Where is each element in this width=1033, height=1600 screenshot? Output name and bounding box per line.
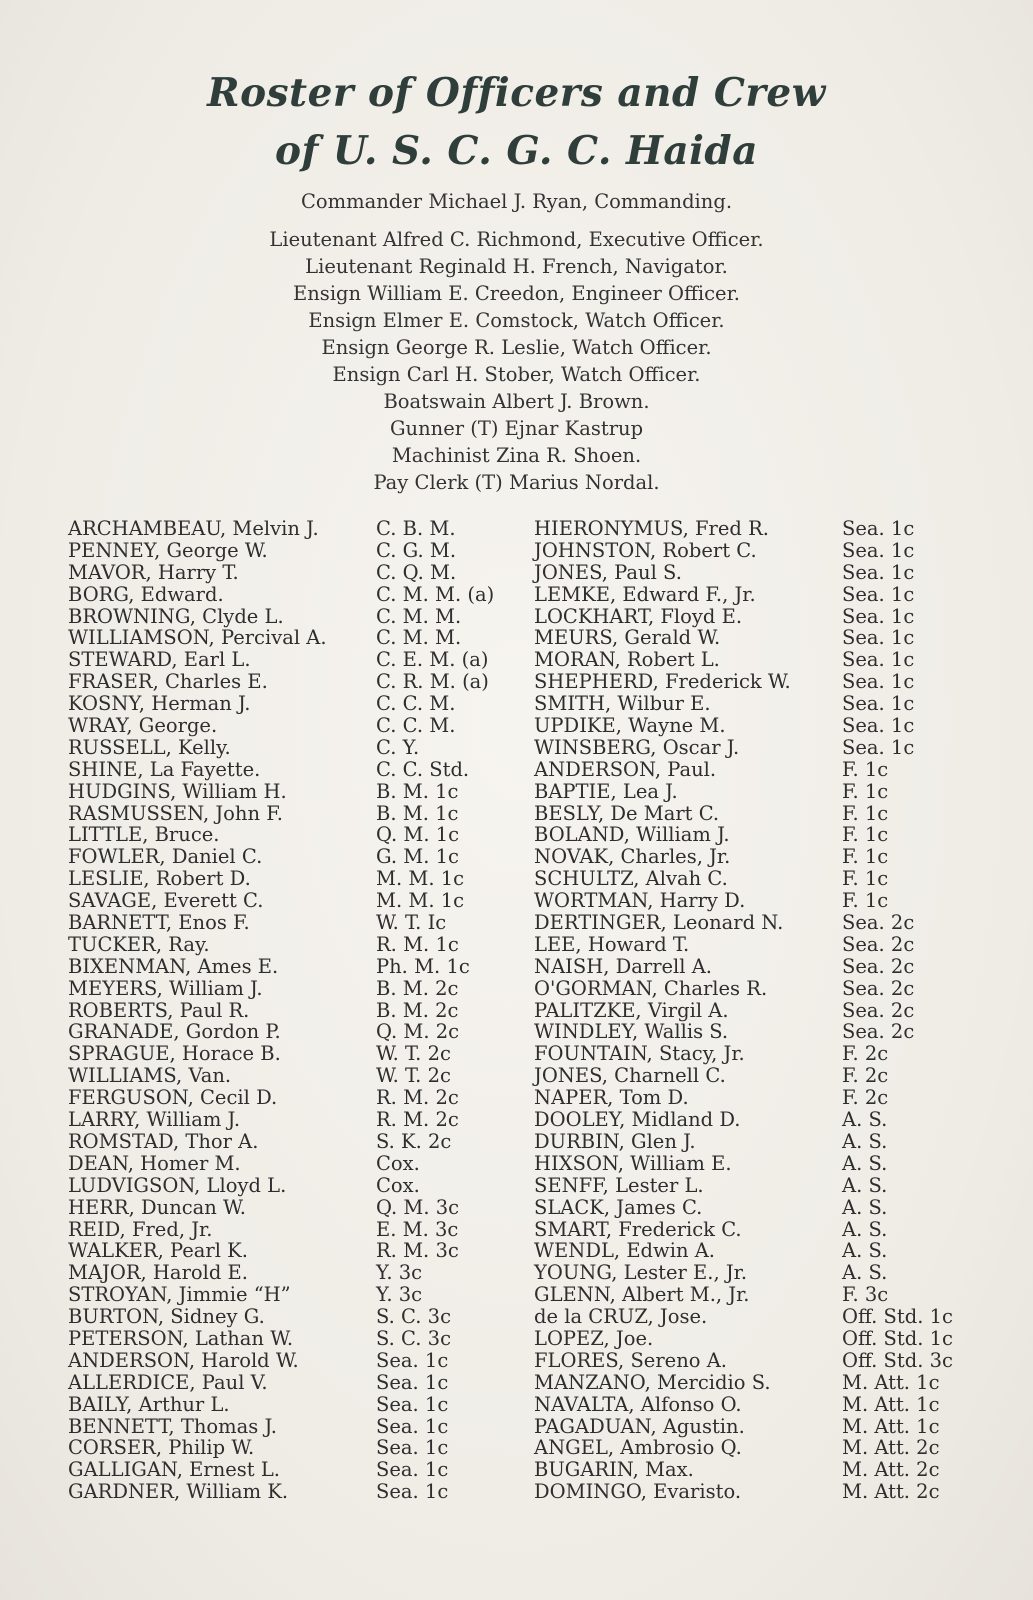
roster-row: [64, 890, 1024, 912]
crew-name: FOWLER, Daniel C.: [68, 845, 263, 869]
crew-name: O'GORMAN, Charles R.: [534, 976, 768, 1000]
crew-rating: A. S.: [842, 1217, 888, 1241]
crew-name: de la CRUZ, Jose.: [534, 1305, 708, 1329]
roster-row: [64, 584, 1024, 606]
crew-rating: M. Att. 1c: [842, 1392, 940, 1416]
crew-name: BAILY, Arthur L.: [68, 1392, 230, 1416]
crew-rating: C. M. M.: [376, 626, 462, 650]
crew-rating: E. M. 3c: [376, 1217, 459, 1241]
crew-rating: Sea. 2c: [842, 911, 915, 935]
crew-name: BAPTIE, Lea J.: [534, 779, 678, 803]
crew-rating: Sea. 2c: [842, 998, 915, 1022]
roster-row: [64, 1372, 1024, 1394]
crew-name: UPDIKE, Wayne M.: [534, 714, 726, 738]
crew-name: PETERSON, Lathan W.: [68, 1326, 294, 1350]
roster-row: [64, 1043, 1024, 1065]
crew-name: DOMINGO, Evaristo.: [534, 1480, 742, 1504]
crew-rating: F. 2c: [842, 1064, 889, 1088]
crew-rating: Q. M. 3c: [376, 1195, 460, 1219]
roster-row: [64, 1197, 1024, 1219]
crew-name: WORTMAN, Harry D.: [534, 889, 746, 913]
crew-rating: C. C. Std.: [376, 757, 470, 781]
crew-name: SHEPHERD, Frederick W.: [534, 670, 791, 694]
crew-rating: C. Y.: [376, 735, 420, 759]
crew-rating: F. 1c: [842, 867, 889, 891]
crew-name: BORG, Edward.: [68, 582, 224, 606]
roster-row: [64, 1262, 1024, 1284]
crew-name: FOUNTAIN, Stacy, Jr.: [534, 1042, 745, 1066]
crew-rating: W. T. 2c: [376, 1064, 451, 1088]
roster-row: [64, 868, 1024, 890]
crew-name: GLENN, Albert M., Jr.: [534, 1283, 750, 1307]
crew-rating: F. 1c: [842, 757, 889, 781]
crew-name: DEAN, Homer M.: [68, 1151, 241, 1175]
crew-rating: F. 1c: [842, 845, 889, 869]
crew-rating: Cox.: [376, 1173, 420, 1197]
crew-rating: C. C. M.: [376, 714, 456, 738]
crew-rating: Sea. 1c: [842, 648, 915, 672]
roster-row: [64, 1394, 1024, 1416]
roster-row: [64, 934, 1024, 956]
roster-row: [64, 1284, 1024, 1306]
crew-rating: M. Att. 2c: [842, 1458, 940, 1482]
roster-row: [64, 846, 1024, 868]
crew-rating: A. S.: [842, 1261, 888, 1285]
officer-line: Lieutenant Alfred C. Richmond, Executive Officer.: [269, 228, 764, 251]
crew-rating: C. C. M.: [376, 692, 456, 716]
crew-rating: Sea. 2c: [842, 1020, 915, 1044]
crew-name: ARCHAMBEAU, Melvin J.: [68, 517, 319, 540]
crew-name: GARDNER, William K.: [68, 1480, 289, 1504]
crew-rating: A. S.: [842, 1108, 888, 1132]
crew-rating: M. Att. 2c: [842, 1436, 940, 1460]
officers-list: [0, 188, 1033, 496]
crew-name: MEYERS, William J.: [68, 976, 263, 1000]
crew-name: ROMSTAD, Thor A.: [68, 1129, 259, 1153]
crew-name: CORSER, Philip W.: [68, 1436, 255, 1460]
crew-name: KOSNY, Herman J.: [68, 692, 251, 716]
crew-name: PENNEY, George W.: [68, 538, 268, 562]
roster-row: [64, 715, 1024, 737]
roster-row: [64, 1153, 1024, 1175]
crew-rating: S. C. 3c: [376, 1326, 452, 1350]
crew-rating: R. M. 2c: [376, 1108, 459, 1132]
crew-name: FLORES, Sereno A.: [534, 1348, 727, 1372]
crew-name: LEE, Howard T.: [534, 932, 690, 956]
crew-name: LARRY, William J.: [68, 1108, 241, 1132]
crew-rating: Sea. 1c: [842, 582, 915, 606]
officer-line: Gunner (T) Ejnar Kastrup: [389, 417, 644, 440]
crew-name: SCHULTZ, Alvah C.: [534, 867, 728, 891]
officer-line: Ensign George R. Leslie, Watch Officer.: [321, 336, 712, 359]
crew-name: JOHNSTON, Robert C.: [534, 538, 757, 562]
roster-row: [64, 1021, 1024, 1043]
crew-name: MAJOR, Harold E.: [68, 1261, 248, 1285]
crew-rating: Sea. 1c: [376, 1436, 449, 1460]
crew-rating: B. M. 2c: [376, 998, 459, 1022]
crew-name: GALLIGAN, Ernest L.: [68, 1458, 280, 1482]
crew-rating: C. G. M.: [376, 538, 457, 562]
roster-row: [64, 1087, 1024, 1109]
roster-row: [64, 781, 1024, 803]
crew-name: PALITZKE, Virgil A.: [534, 998, 729, 1022]
crew-rating: Sea. 2c: [842, 954, 915, 978]
roster-row: [64, 518, 1024, 540]
crew-name: GRANADE, Gordon P.: [68, 1020, 281, 1044]
crew-rating: A. S.: [842, 1239, 888, 1263]
officer-line: Ensign Carl H. Stober, Watch Officer.: [332, 363, 701, 386]
crew-rating: B. M. 2c: [376, 976, 459, 1000]
officer-line: Boatswain Albert J. Brown.: [383, 390, 650, 413]
crew-name: MANZANO, Mercidio S.: [534, 1370, 771, 1394]
crew-rating: Sea. 1c: [842, 560, 915, 584]
crew-name: NOVAK, Charles, Jr.: [534, 845, 731, 869]
roster-row: [64, 627, 1024, 649]
roster-row: [64, 562, 1024, 584]
crew-name: SMART, Frederick C.: [534, 1217, 742, 1241]
officer-line: Ensign William E. Creedon, Engineer Officer.: [293, 282, 740, 305]
crew-name: TUCKER, Ray.: [68, 932, 210, 956]
officer-line: Pay Clerk (T) Marius Nordal.: [373, 471, 660, 494]
crew-rating: A. S.: [842, 1173, 888, 1197]
crew-rating: Sea. 1c: [376, 1414, 449, 1438]
crew-roster: [64, 518, 1024, 1503]
crew-name: LOPEZ, Joe.: [534, 1326, 654, 1350]
crew-rating: Sea. 1c: [376, 1480, 449, 1504]
crew-rating: F. 1c: [842, 801, 889, 825]
crew-name: NAPER, Tom D.: [534, 1086, 689, 1110]
crew-rating: C. Q. M.: [376, 560, 457, 584]
roster-row: [64, 693, 1024, 715]
roster-row: [64, 1240, 1024, 1262]
crew-rating: C. E. M. (a): [376, 648, 489, 672]
roster-row: [64, 1459, 1024, 1481]
crew-name: BESLY, De Mart C.: [534, 801, 720, 825]
crew-name: SMITH, Wilbur E.: [534, 692, 711, 716]
roster-row: [64, 803, 1024, 825]
title-block: [0, 64, 1033, 180]
roster-row: [64, 540, 1024, 562]
crew-rating: Sea. 1c: [842, 604, 915, 628]
crew-rating: R. M. 3c: [376, 1239, 459, 1263]
crew-name: ANDERSON, Harold W.: [68, 1348, 299, 1372]
crew-rating: F. 3c: [842, 1283, 889, 1307]
crew-rating: Y. 3c: [376, 1283, 423, 1307]
crew-name: MAVOR, Harry T.: [68, 560, 239, 584]
crew-name: BUGARIN, Max.: [534, 1458, 694, 1482]
crew-rating: Sea. 1c: [376, 1348, 449, 1372]
roster-row: [64, 671, 1024, 693]
crew-rating: Sea. 1c: [842, 538, 915, 562]
crew-rating: S. K. 2c: [376, 1129, 452, 1153]
crew-name: BENNETT, Thomas J.: [68, 1414, 277, 1438]
crew-rating: Q. M. 2c: [376, 1020, 460, 1044]
roster-row: [64, 1219, 1024, 1241]
officer-line: Lieutenant Reginald H. French, Navigator.: [305, 255, 728, 278]
roster-row: [64, 824, 1024, 846]
crew-rating: F. 1c: [842, 889, 889, 913]
crew-name: STEWARD, Earl L.: [68, 648, 251, 672]
crew-name: LUDVIGSON, Lloyd L.: [68, 1173, 287, 1197]
crew-name: YOUNG, Lester E., Jr.: [534, 1261, 748, 1285]
officer-line: Ensign Elmer E. Comstock, Watch Officer.: [308, 309, 725, 332]
roster-row: [64, 1000, 1024, 1022]
crew-rating: Sea. 1c: [376, 1370, 449, 1394]
crew-name: LESLIE, Robert D.: [68, 867, 251, 891]
crew-rating: W. T. 2c: [376, 1042, 451, 1066]
crew-name: SPRAGUE, Horace B.: [68, 1042, 281, 1066]
crew-rating: Sea. 1c: [842, 714, 915, 738]
crew-rating: R. M. 1c: [376, 932, 459, 956]
crew-rating: M. M. 1c: [376, 867, 465, 891]
roster-row: [64, 1306, 1024, 1328]
crew-name: BOLAND, William J.: [534, 823, 730, 847]
crew-rating: F. 1c: [842, 779, 889, 803]
crew-rating: B. M. 1c: [376, 801, 459, 825]
crew-name: LOCKHART, Floyd E.: [534, 604, 743, 628]
crew-name: WENDL, Edwin A.: [534, 1239, 716, 1263]
crew-name: NAISH, Darrell A.: [534, 954, 713, 978]
crew-rating: Cox.: [376, 1151, 420, 1175]
crew-name: MORAN, Robert L.: [534, 648, 720, 672]
crew-rating: Sea. 1c: [842, 735, 915, 759]
crew-rating: B. M. 1c: [376, 779, 459, 803]
crew-name: WRAY, George.: [68, 714, 218, 738]
crew-name: HIXSON, William E.: [534, 1151, 732, 1175]
crew-name: BURTON, Sidney G.: [68, 1305, 265, 1329]
crew-rating: C. R. M. (a): [376, 670, 489, 694]
crew-name: WILLIAMSON, Percival A.: [68, 626, 327, 650]
crew-name: SHINE, La Fayette.: [68, 757, 261, 781]
roster-row: [64, 1131, 1024, 1153]
crew-name: HUDGINS, William H.: [68, 779, 287, 803]
crew-name: ROBERTS, Paul R.: [68, 998, 250, 1022]
crew-name: SLACK, James C.: [534, 1195, 703, 1219]
crew-name: RASMUSSEN, John F.: [68, 801, 283, 825]
crew-name: DURBIN, Glen J.: [534, 1129, 696, 1153]
officer-line: Commander Michael J. Ryan, Commanding.: [300, 190, 733, 213]
roster-row: [64, 649, 1024, 671]
crew-rating: Sea. 2c: [842, 976, 915, 1000]
crew-rating: C. M. M. (a): [376, 582, 495, 606]
crew-rating: F. 2c: [842, 1086, 889, 1110]
crew-rating: F. 1c: [842, 823, 889, 847]
crew-name: PAGADUAN, Agustin.: [534, 1414, 745, 1438]
crew-name: BROWNING, Clyde L.: [68, 604, 284, 628]
crew-rating: Sea. 1c: [842, 670, 915, 694]
roster-row: [64, 1328, 1024, 1350]
crew-rating: M. M. 1c: [376, 889, 465, 913]
title-line-1: Roster of Officers and Crew: [207, 70, 826, 116]
roster-row: [64, 1481, 1024, 1503]
roster-row: [64, 606, 1024, 628]
crew-rating: Sea. 2c: [842, 932, 915, 956]
crew-rating: F. 2c: [842, 1042, 889, 1066]
crew-name: JONES, Paul S.: [534, 560, 682, 584]
crew-name: MEURS, Gerald W.: [534, 626, 721, 650]
crew-name: WALKER, Pearl K.: [68, 1239, 248, 1263]
crew-name: ANGEL, Ambrosio Q.: [534, 1436, 742, 1460]
crew-name: LITTLE, Bruce.: [68, 823, 220, 847]
crew-rating: G. M. 1c: [376, 845, 459, 869]
crew-name: STROYAN, Jimmie “H”: [68, 1283, 291, 1307]
crew-rating: Sea. 1c: [376, 1392, 449, 1416]
crew-rating: M. Att. 1c: [842, 1370, 940, 1394]
crew-name: SENFF, Lester L.: [534, 1173, 704, 1197]
roster-row: [64, 737, 1024, 759]
crew-name: RUSSELL, Kelly.: [68, 735, 231, 759]
roster-row: [64, 1175, 1024, 1197]
crew-name: BARNETT, Enos F.: [68, 911, 250, 935]
roster-row: [64, 912, 1024, 934]
crew-name: JONES, Charnell C.: [534, 1064, 726, 1088]
roster-row: [64, 1065, 1024, 1087]
crew-name: REID, Fred, Jr.: [68, 1217, 213, 1241]
crew-name: DERTINGER, Leonard N.: [534, 911, 784, 935]
crew-rating: Sea. 1c: [376, 1458, 449, 1482]
roster-row: [64, 978, 1024, 1000]
crew-name: BIXENMAN, Ames E.: [68, 954, 279, 978]
crew-rating: R. M. 2c: [376, 1086, 459, 1110]
crew-name: ANDERSON, Paul.: [534, 757, 717, 781]
crew-rating: A. S.: [842, 1151, 888, 1175]
crew-name: WINSBERG, Oscar J.: [534, 735, 740, 759]
crew-rating: Sea. 1c: [842, 626, 915, 650]
crew-name: HERR, Duncan W.: [68, 1195, 246, 1219]
officer-line: Machinist Zina R. Shoen.: [391, 444, 642, 467]
crew-rating: Y. 3c: [376, 1261, 423, 1285]
crew-name: FRASER, Charles E.: [68, 670, 268, 694]
crew-rating: M. Att. 1c: [842, 1414, 940, 1438]
crew-name: LEMKE, Edward F., Jr.: [534, 582, 756, 606]
crew-name: WINDLEY, Wallis S.: [534, 1020, 729, 1044]
title-line-2: of U. S. C. G. C. Haida: [275, 128, 758, 174]
crew-rating: W. T. Ic: [376, 911, 447, 935]
roster-row: [64, 1109, 1024, 1131]
roster-row: [64, 1437, 1024, 1459]
crew-name: WILLIAMS, Van.: [68, 1064, 232, 1088]
crew-rating: C. B. M.: [376, 517, 456, 540]
crew-rating: Off. Std. 1c: [842, 1326, 953, 1350]
crew-name: FERGUSON, Cecil D.: [68, 1086, 278, 1110]
crew-name: HIERONYMUS, Fred R.: [534, 517, 769, 540]
crew-rating: C. M. M.: [376, 604, 462, 628]
crew-rating: Sea. 1c: [842, 692, 915, 716]
crew-rating: Sea. 1c: [842, 517, 915, 540]
crew-name: ALLERDICE, Paul V.: [68, 1370, 268, 1394]
crew-name: DOOLEY, Midland D.: [534, 1108, 741, 1132]
crew-name: NAVALTA, Alfonso O.: [534, 1392, 742, 1416]
crew-rating: Ph. M. 1c: [376, 954, 470, 978]
crew-rating: Off. Std. 1c: [842, 1305, 953, 1329]
crew-rating: Off. Std. 3c: [842, 1348, 953, 1372]
roster-row: [64, 1350, 1024, 1372]
crew-rating: Q. M. 1c: [376, 823, 460, 847]
crew-rating: M. Att. 2c: [842, 1480, 940, 1504]
crew-name: SAVAGE, Everett C.: [68, 889, 264, 913]
crew-rating: S. C. 3c: [376, 1305, 452, 1329]
crew-rating: A. S.: [842, 1129, 888, 1153]
roster-row: [64, 759, 1024, 781]
roster-row: [64, 956, 1024, 978]
roster-row: [64, 1416, 1024, 1438]
crew-rating: A. S.: [842, 1195, 888, 1219]
